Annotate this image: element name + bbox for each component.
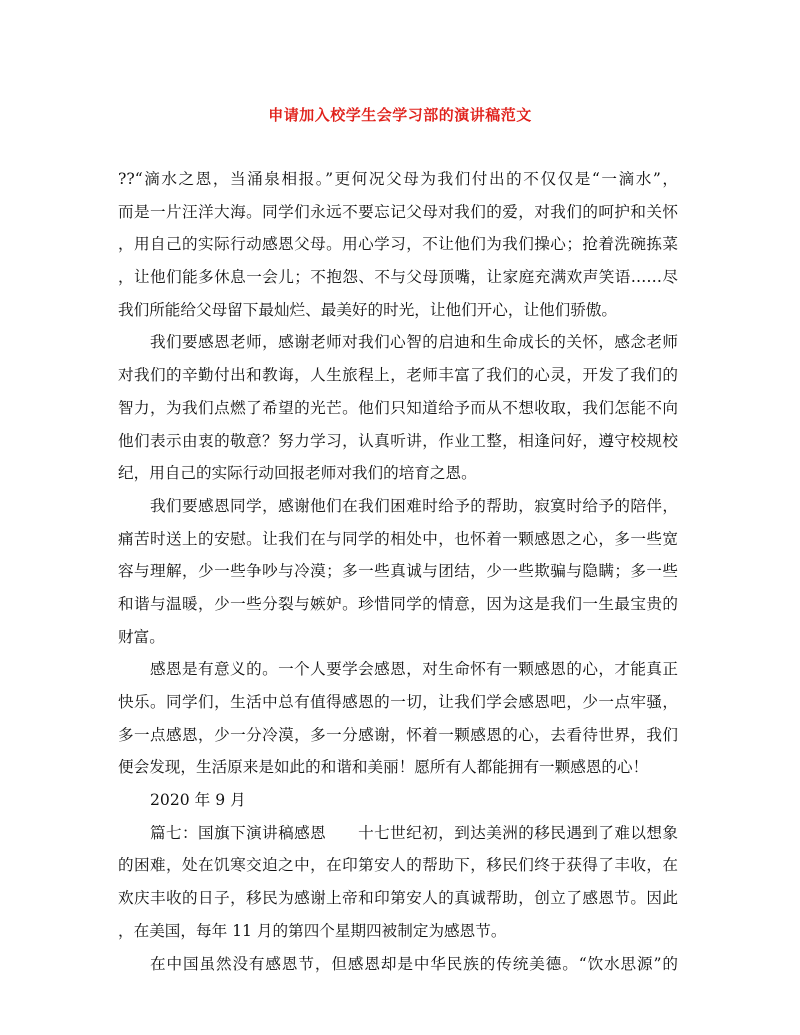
- text-line: 他们表示由衷的敬意？努力学习，认真听讲，作业工整，相逢问好，遵守校规校: [118, 431, 678, 450]
- document-body: [118, 163, 678, 980]
- paragraph-start-line: 我们要感恩老师，感谢老师对我们心智的启迪和生命成长的关怀，感念老师: [150, 333, 678, 352]
- text-line: ，让他们能多休息一会儿；不抱怨、不与父母顶嘴，让家庭充满欢声笑语……尽: [118, 268, 678, 287]
- text-line: ，用自己的实际行动感恩父母。用心学习，不让他们为我们操心；抢着洗碗拣菜: [118, 235, 678, 254]
- text-line: 智力，为我们点燃了希望的光芒。他们只知道给予而从不想收取，我们怎能不向: [118, 398, 678, 417]
- text-line: ，在美国，每年 11 月的第四个星期四被制定为感恩节。: [118, 921, 507, 940]
- text-line: 便会发现，生活原来是如此的和谐和美丽！愿所有人都能拥有一颗感恩的心！: [118, 758, 649, 777]
- text-line: 多一点感恩，少一分冷漠，多一分感谢，怀着一颗感恩的心，去看待世界，我们: [118, 725, 678, 744]
- text-line: 财富。: [118, 627, 165, 646]
- text-line: 容与理解，少一些争吵与冷漠；多一些真诚与团结，少一些欺骗与隐瞒；多一些: [118, 562, 678, 581]
- document-title: 申请加入校学生会学习部的演讲稿范文: [268, 106, 532, 124]
- text-line: 而是一片汪洋大海。同学们永远不要忘记父母对我们的爱，对我们的呵护和关怀: [118, 202, 678, 221]
- paragraph-start-line: 在中国虽然没有感恩节，但感恩却是中华民族的传统美德。“饮水思源”的: [150, 954, 678, 973]
- text-line: 痛苦时送上的安慰。让我们在与同学的相处中，也怀着一颗感恩之心，多一些宽: [118, 529, 678, 548]
- text-line: 快乐。同学们，生活中总有值得感恩的一切，让我们学会感恩吧，少一点牢骚，: [118, 693, 678, 711]
- text-line: ??“滴水之恩，当涌泉相报。”更何况父母为我们付出的不仅仅是“一滴水”，: [118, 170, 678, 188]
- text-line: 对我们的辛勤付出和教诲，人生旅程上，老师丰富了我们的心灵，开发了我们的: [118, 366, 678, 385]
- text-line: 欢庆丰收的日子，移民为感谢上帝和印第安人的真诚帮助，创立了感恩节。因此: [118, 889, 678, 908]
- paragraph-start-line: 感恩是有意义的。一个人要学会感恩，对生命怀有一颗感恩的心，才能真正: [150, 660, 678, 679]
- paragraph-start-line: 我们要感恩同学，感谢他们在我们困难时给予的帮助，寂寞时给予的陪伴，: [150, 496, 678, 515]
- text-line: 和谐与温暖，少一些分裂与嫉妒。珍惜同学的情意，因为这是我们一生最宝贵的: [118, 594, 678, 613]
- date-line: 2020 年 9 月: [150, 791, 246, 810]
- text-line: 我们所能给父母留下最灿烂、最美好的时光，让他们开心，让他们骄傲。: [118, 300, 618, 319]
- text-line: 的困难，处在饥寒交迫之中，在印第安人的帮助下，移民们终于获得了丰收，在: [118, 856, 678, 875]
- text-line: 纪，用自己的实际行动回报老师对我们的培育之恩。: [118, 464, 477, 483]
- paragraph-start-line: 篇七：国旗下演讲稿感恩 十七世纪初，到达美洲的移民遇到了难以想象: [150, 823, 678, 842]
